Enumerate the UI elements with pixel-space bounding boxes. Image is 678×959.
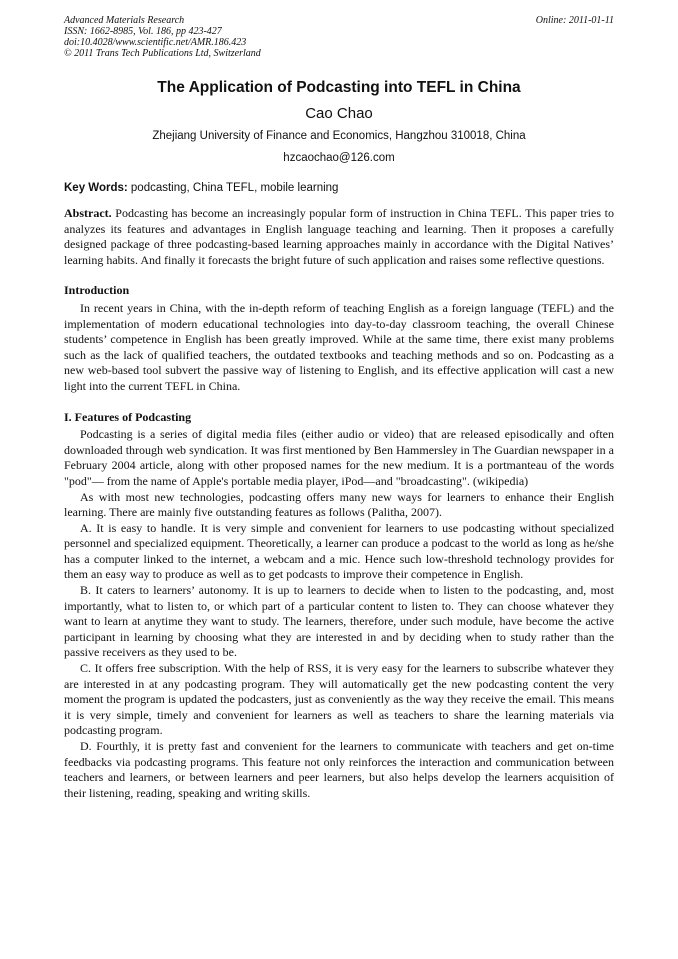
author-name: Cao Chao: [305, 105, 373, 122]
keywords-label: Key Words:: [64, 182, 128, 194]
paragraph: C. It offers free subscription. With the help of RSS, it is very easy for the learners to subscribe whatever they are interested in at any podcasting program. They will automatically get the new podcasting content the very moment the program is updated the podcasters, just as conveniently as the way they receive the email. This means it is very simple, timely and convenient for learners as well as teachers to share the learning materials via podcasting program.: [64, 661, 614, 738]
journal-name: Advanced Materials Research: [64, 15, 185, 26]
journal-doi: doi:10.4028/www.scientific.net/AMR.186.423: [64, 37, 247, 48]
abstract: [64, 206, 614, 268]
paragraph: Podcasting is a series of digital media files (either audio or video) that are released episodically and often downloaded through web syndication. It was first mentioned by Ben Hammersley in The Guardian newspaper in a February 2004 article, along with other proposed names for the new medium. It is a portmanteau of the words "pod"— from the name of Apple's portable media player, iPod—and "broadcasting". (wikipedia): [64, 427, 614, 488]
section-heading-introduction: Introduction: [64, 283, 130, 298]
keywords-text: podcasting, China TEFL, mobile learning: [127, 182, 339, 194]
section-heading-features: I. Features of Podcasting: [64, 409, 192, 424]
paragraph: A. It is easy to handle. It is very simple and convenient for learners to use podcasting without specialized personnel and specialized equipment. Theoretically, a learner can produce a podcast to the world as long as he/she has a computer linked to the internet, a webcam and a mic. Hence such low-threshold technology provides for them an easy way to produce as well as to get podcasts to improve their competence in English.: [64, 520, 614, 582]
abstract-label: Abstract.: [64, 206, 112, 220]
paragraph: In recent years in China, with the in-depth reform of teaching English as a foreign language (TEFL) and the implementation of modern educational technologies into day-to-day classroom teaching, the overall Chinese students’ competence in English has been greatly improved. While at the same time, there exist many problems such as the lack of qualified teachers, the outdated textbooks and teaching methods and so on. Podcasting as a new web-based tool subvert the passive way of listening to English, and its effective application will cast a new light into the current TEFL in China.: [64, 300, 614, 393]
paragraph: B. It caters to learners’ autonomy. It is up to learners to decide when to listen to the podcasting, and, most importantly, what to listen to, or which part of a particular content to listen to. They can choose whatever they want to learn at anytime they want to study. The learners, therefore, under such module, have become the active participant in learning by choosing what they are interested in and by deciding when to study rather than the passive receivers as they used to be.: [64, 583, 614, 660]
journal-header: [64, 15, 614, 59]
online-date: Online: 2011-01-11: [535, 15, 614, 26]
abstract-text: Podcasting has become an increasingly popular form of instruction in China TEFL. This paper tries to analyzes its features and advantages in English language teaching and learning. Then it proposes a carefully designed package of three podcasting-based learning approaches mainly in accordance with the Digital Natives’ learning habits. And finally it forecasts the bright future of such application and raises some reflective questions.: [64, 206, 614, 267]
paper-title: The Application of Podcasting into TEFL in China: [157, 79, 521, 96]
journal-issn: ISSN: 1662-8985, Vol. 186, pp 423-427: [64, 26, 222, 37]
keywords: [64, 180, 614, 196]
author-affiliation: Zhejiang University of Finance and Economics, Hangzhou 310018, China: [152, 130, 526, 142]
paragraph: As with most new technologies, podcasting offers many new ways for learners to enhance their English learning. There are mainly five outstanding features as follows (Palitha, 2007).: [64, 489, 614, 520]
paragraph: D. Fourthly, it is pretty fast and convenient for the learners to communicate with teachers and get on-time feedbacks via podcasting programs. This feature not only reinforces the interaction and communication between teachers and learners, or between learners and peer learners, but also helps develop the learners acquisition of their listening, reading, speaking and writing skills.: [64, 739, 614, 800]
author-email: hzcaochao@126.com: [283, 152, 395, 164]
journal-copyright: © 2011 Trans Tech Publications Ltd, Switzerland: [64, 48, 261, 59]
